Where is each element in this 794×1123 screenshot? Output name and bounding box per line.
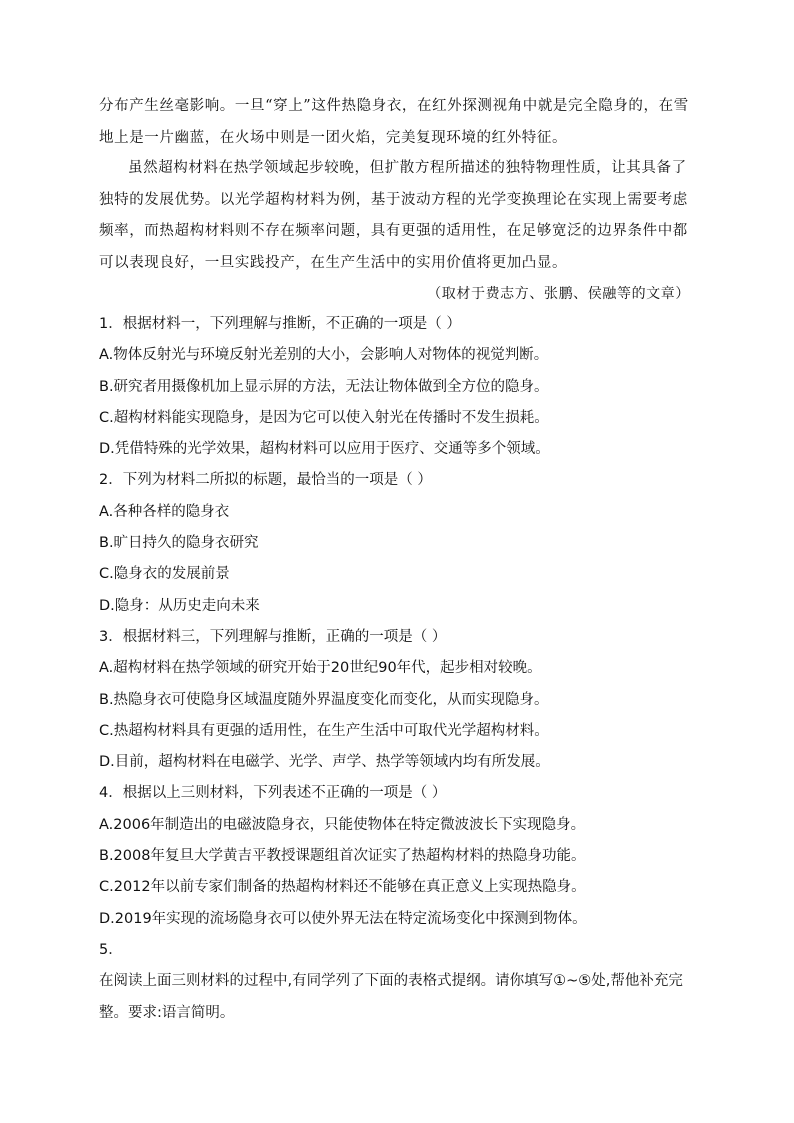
option-c: C.2012年以前专家们制备的热超构材料还不能够在真正意义上实现热隐身。 bbox=[99, 879, 586, 896]
option-b: B.旷日持久的隐身衣研究 bbox=[99, 535, 259, 552]
question-4 bbox=[99, 778, 709, 934]
option-b: B.2008年复旦大学黄吉平教授课题组首次证实了热超构材料的热隐身功能。 bbox=[99, 848, 586, 865]
option-c: C.超构材料能实现隐身，是因为它可以使入射光在传播时不发生损耗。 bbox=[99, 409, 549, 426]
material-source: （取材于费志方、张鹏、侯融等的文章） bbox=[427, 286, 690, 302]
option-d: D.目前，超构材料在电磁学、光学、声学、热学等领域内均有所发展。 bbox=[99, 754, 550, 771]
material-paragraph-1: 分布产生丝毫影响。一旦“穿上”这件热隐身衣，在红外探测视角中就是完全隐身的，在雪地上是一片幽蓝，在火场中则是一团火焰，完美复现环境的红外特征。 bbox=[99, 98, 689, 146]
option-d: D.2019年实现的流场隐身衣可以使外界无法在特定流场变化中探测到物体。 bbox=[99, 910, 587, 927]
option-a: A.超构材料在热学领域的研究开始于20世纪90年代，起步相对较晚。 bbox=[99, 660, 542, 677]
option-a: A.各种各样的隐身衣 bbox=[99, 503, 230, 520]
question-text: 在阅读上面三则材料的过程中,有同学列了下面的表格式提纲。请你填写①~⑤处,帮他补充完整。要求:语言简明。 bbox=[99, 973, 683, 1021]
question-number: 5． bbox=[99, 941, 123, 958]
question-1 bbox=[99, 309, 709, 465]
option-d: D.隐身：从历史走向未来 bbox=[99, 597, 260, 614]
question-3 bbox=[99, 622, 709, 778]
question-stem: 3．根据材料三，下列理解与推断，正确的一项是（ ） bbox=[99, 628, 447, 645]
option-a: A.2006年制造出的电磁波隐身衣，只能使物体在特定微波波长下实现隐身。 bbox=[99, 816, 586, 833]
question-5 bbox=[99, 935, 709, 1029]
question-stem: 4．根据以上三则材料，下列表述不正确的一项是（ ） bbox=[99, 785, 447, 802]
option-c: C.热超构材料具有更强的适用性，在生产生活中可取代光学超构材料。 bbox=[99, 722, 549, 739]
material-paragraph-2: 虽然超构材料在热学领域起步较晚，但扩散方程所描述的独特物理性质，让其具备了独特的发展优势。以光学超构材料为例，基于波动方程的光学变换理论在实现上需要考虑频率，而热超构材料则不存在频率问题，具有更强的适用性，在足够宽泛的边界条件中都可以表现良好，一旦实践投产，在生产生活中的实用价值将更加凸显。 bbox=[99, 160, 688, 271]
option-d: D.凭借特殊的光学效果，超构材料可以应用于医疗、交通等多个领域。 bbox=[99, 441, 550, 458]
option-b: B.热隐身衣可使隐身区域温度随外界温度变化而变化，从而实现隐身。 bbox=[99, 691, 549, 708]
questions-block bbox=[99, 309, 709, 1029]
option-a: A.物体反射光与环境反射光差别的大小，会影响人对物体的视觉判断。 bbox=[99, 347, 549, 364]
option-c: C.隐身衣的发展前景 bbox=[99, 566, 230, 583]
question-stem: 2．下列为材料二所拟的标题，最恰当的一项是（ ） bbox=[99, 472, 432, 489]
option-b: B.研究者用摄像机加上显示屏的方法，无法让物体做到全方位的隐身。 bbox=[99, 378, 549, 395]
question-2 bbox=[99, 465, 709, 621]
question-stem: 1．根据材料一，下列理解与推断，不正确的一项是（ ） bbox=[99, 316, 461, 332]
